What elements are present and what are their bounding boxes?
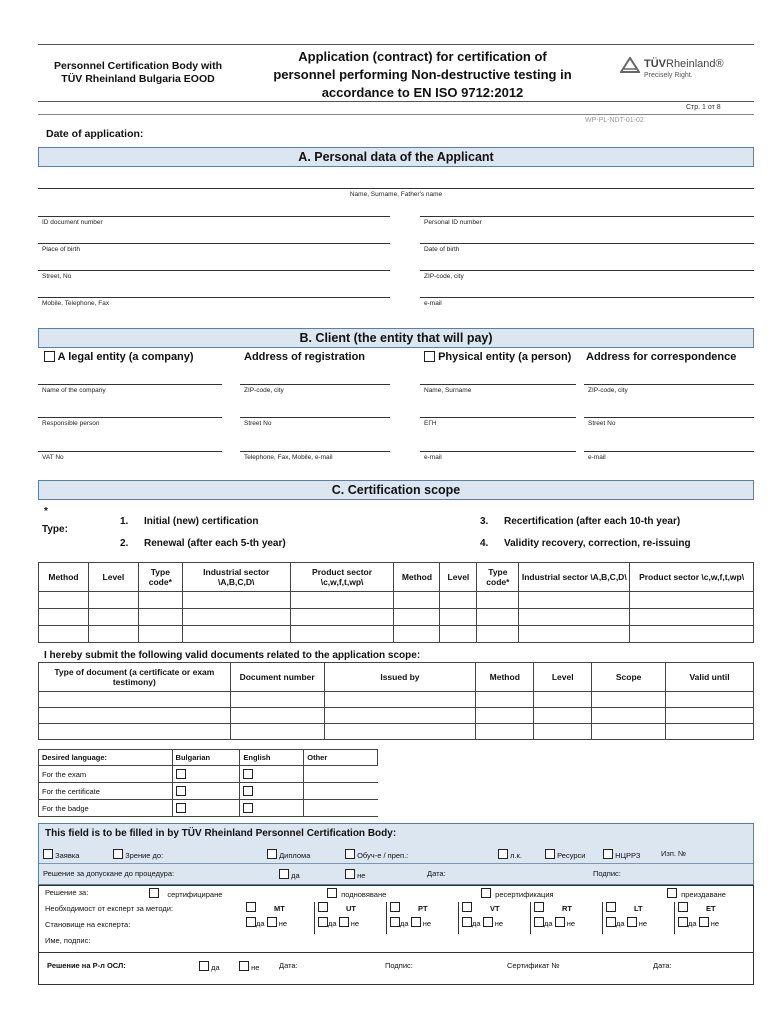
expert-opinion-label: Становище на експерта: [45,920,131,929]
col-doc-level: Level [534,663,592,692]
col-level-2: Level [440,563,477,592]
street-label: Street, No [42,273,72,280]
col-level: Level [88,563,138,592]
ut-no-checkbox[interactable] [339,917,349,927]
table-row[interactable] [39,692,754,708]
renewal-checkbox[interactable] [327,888,337,898]
section-c-title: C. Certification scope [38,480,754,500]
lang-bulgarian: Bulgarian [172,750,240,766]
date-of-application-label: Date of application: [46,128,144,140]
corr-email-field[interactable] [584,451,754,452]
person-email-label: e-mail [424,454,442,461]
company-street-field[interactable] [240,417,390,418]
phone-field[interactable] [38,297,390,298]
responsible-person-label: Responsible person [42,420,100,427]
lt-yes-checkbox[interactable] [606,917,616,927]
rt-checkbox[interactable] [534,902,544,912]
method-rt: RT да не [531,902,603,934]
table-row[interactable] [39,609,754,626]
admission-date-label: Дата: [427,869,446,878]
admission-label: Решение за допускане до процедура: [43,869,175,878]
certificate-date-label: Дата: [653,961,672,970]
type-option-2[interactable]: Renewal (after each 5-th year) [144,538,286,549]
place-of-birth-label: Place of birth [42,246,80,253]
company-contacts-field[interactable] [240,451,390,452]
table-row[interactable] [39,724,754,740]
date-of-birth-label: Date of birth [424,246,460,253]
col-valid-until: Valid until [666,663,754,692]
pt-yes-checkbox[interactable] [390,917,400,927]
lang-other: Other [304,750,378,766]
admission-yes-checkbox[interactable] [279,869,289,879]
type-option-4-num: 4. [480,538,489,549]
col-type-code: Type code* [138,563,182,592]
head-signature-label: Подпис: [385,961,413,970]
street-field[interactable] [38,270,390,271]
resources-label: Ресурси [557,851,586,860]
company-name-field[interactable] [38,384,222,385]
col-method-2: Method [394,563,440,592]
zip-field[interactable] [420,270,754,271]
company-name-label: Name of the company [42,387,106,394]
certificate-english-checkbox[interactable] [243,786,253,796]
admission-no-checkbox[interactable] [345,869,355,879]
diploma-label: Диплома [279,851,311,860]
physical-entity-option[interactable]: Physical entity (a person) [424,351,571,363]
scope-header-row [39,563,754,592]
et-yes-checkbox[interactable] [678,917,688,927]
company-street-label: Street No [244,420,272,427]
phone-label: Mobile, Telephone, Fax [42,300,110,307]
col-document-number: Document number [230,663,324,692]
page-number: Стр. 1 от 8 [686,104,721,111]
col-document-type: Type of document (a certificate or exam testimony) [39,663,231,692]
method-lt: LT да не [603,902,675,934]
address-registration-heading: Address of registration [244,351,366,363]
type-option-4[interactable]: Validity recovery, correction, re-issuing [504,538,691,549]
badge-bulgarian-checkbox[interactable] [176,803,186,813]
language-table [38,749,378,817]
type-option-2-num: 2. [120,538,129,549]
badge-other-field[interactable] [304,800,378,817]
date-of-birth-field[interactable] [420,243,754,244]
type-label: Type: [42,524,68,535]
mt-yes-checkbox[interactable] [246,917,256,927]
lang-row-badge: For the badge [39,800,173,817]
exam-other-field[interactable] [304,766,378,783]
zip-label: ZIP-code, city [424,273,464,280]
diploma-checkbox[interactable] [267,849,277,859]
resources-checkbox[interactable] [545,849,555,859]
ut-yes-checkbox[interactable] [318,917,328,927]
table-row[interactable] [39,626,754,643]
rt-yes-checkbox[interactable] [534,917,544,927]
egn-field[interactable] [420,417,576,418]
admission-signature-label: Подпис: [593,869,621,878]
et-checkbox[interactable] [678,902,688,912]
legal-entity-checkbox[interactable] [44,351,55,362]
desired-language-label: Desired language: [39,750,173,766]
table-row[interactable] [39,592,754,609]
vision-label: Зрение до: [125,851,164,860]
org-name: Personnel Certification Body with TÜV Rheinland Bulgaria EOOD [53,60,223,85]
documents-table [38,662,754,740]
lang-english: English [240,750,304,766]
company-zip-label: ZIP-code, city [244,387,284,394]
id-document-label: ID document number [42,219,103,226]
badge-english-checkbox[interactable] [243,803,253,813]
certificate-other-field[interactable] [304,783,378,800]
exam-bulgarian-checkbox[interactable] [176,769,186,779]
document-title: Application (contract) for certification of personnel performing Non-destructive testing in accordance to EN ISO 9712:2012 [273,49,572,100]
company-contacts-label: Telephone, Fax, Mobile, e-mail [244,454,333,461]
vt-yes-checkbox[interactable] [462,917,472,927]
section-b-title: B. Client (the entity that will pay) [38,328,754,348]
mt-checkbox[interactable] [246,902,256,912]
et-no-checkbox[interactable] [699,917,709,927]
training-checkbox[interactable] [345,849,355,859]
office-use-box: This field is to be filled in by TÜV Rheinland Personnel Certification Body: Заявка Зрение до: Диплома Обуч-е / преп.: л.к. Ресурси НЦРРЗ Изп. № Решение за допускане до процедура: да не Дата: Подпис: [38,823,754,885]
col-doc-method: Method [476,663,534,692]
address-correspondence-heading: Address for correspondence [586,351,737,363]
vision-checkbox[interactable] [113,849,123,859]
pt-no-checkbox[interactable] [411,917,421,927]
section-a-title: A. Personal data of the Applicant [38,147,754,167]
mt-no-checkbox[interactable] [267,917,277,927]
table-row[interactable] [39,708,754,724]
exam-english-checkbox[interactable] [243,769,253,779]
col-issued-by: Issued by [324,663,476,692]
email-label: e-mail [424,300,442,307]
col-method: Method [39,563,89,592]
vat-field[interactable] [38,451,222,452]
method-mt: MT да не [243,902,315,934]
egn-label: ЕГН [424,420,437,427]
doc-code: WP-PL-NDT-01-02 [585,117,644,124]
col-product-sector-2: Product sector \c,w,f,t,wp\ [630,563,754,592]
head-date-label: Дата: [279,961,298,970]
head-yes-checkbox[interactable] [199,961,209,971]
person-street-label: Street No [588,420,616,427]
type-asterisk: * [44,506,48,517]
method-ut: UT да не [315,902,387,934]
id-document-field[interactable] [38,216,390,217]
lang-row-certificate: For the certificate [39,783,173,800]
col-industrial-sector: Industrial sector \A,B,C,D\ [182,563,290,592]
physical-entity-checkbox[interactable] [424,351,435,362]
type-option-3[interactable]: Recertification (after each 10-th year) [504,516,681,527]
tuv-logo: TÜVRheinland® Precisely Right. [620,55,740,89]
type-option-1[interactable]: Initial (new) certification [144,516,259,527]
training-label: Обуч-е / преп.: [357,851,409,860]
col-product-sector: Product sector \c,w,f,t,wp\ [290,563,394,592]
personal-id-field[interactable] [420,216,754,217]
person-name-field[interactable] [420,384,576,385]
vt-no-checkbox[interactable] [483,917,493,927]
col-type-code-2: Type code* [477,563,519,592]
name-label: Name, Surname, Father's name [349,191,443,198]
nccrz-label: НЦРРЗ [615,851,641,860]
need-expert-label: Необходимост от експерт за методи: [45,904,173,913]
lk-checkbox[interactable] [498,849,508,859]
type-option-1-num: 1. [120,516,129,527]
responsible-person-field[interactable] [38,417,222,418]
certify-checkbox[interactable] [149,888,159,898]
documents-intro: I hereby submit the following valid documents related to the application scope: [44,650,421,661]
documents-header-row [39,663,754,692]
person-street-field[interactable] [584,417,754,418]
person-email-field[interactable] [420,451,576,452]
certificate-number-label: Сертификат № [507,961,560,970]
col-scope: Scope [592,663,666,692]
lk-label: л.к. [510,851,522,860]
lt-checkbox[interactable] [606,902,616,912]
nccrz-checkbox[interactable] [603,849,613,859]
person-zip-label: ZIP-code, city [588,387,628,394]
lang-row-exam: For the exam [39,766,173,783]
recert-checkbox[interactable] [481,888,491,898]
office-title: This field is to be filled in by TÜV Rheinland Personnel Certification Body: [45,828,397,839]
tuv-triangle-icon [620,57,640,73]
lt-no-checkbox[interactable] [627,917,637,927]
ref-no-label: Изп. № [661,849,687,858]
reissue-checkbox[interactable] [667,888,677,898]
col-industrial-sector-2: Industrial sector \A,B,C,D\ [519,563,630,592]
vt-checkbox[interactable] [462,902,472,912]
office-row-1: Заявка [43,849,79,860]
legal-entity-option[interactable]: A legal entity (a company) [44,351,194,363]
vat-label: VAT No [42,454,64,461]
scope-table [38,562,754,643]
name-sign-label: Име, подпис: [45,936,91,945]
head-decision-label: Решение на Р-л ОСЛ: [47,961,126,970]
personal-id-label: Personal ID number [424,219,482,226]
ut-checkbox[interactable] [318,902,328,912]
rt-no-checkbox[interactable] [555,917,565,927]
method-et: ET да не [675,902,747,934]
corr-email-label: e-mail [588,454,606,461]
company-zip-field[interactable] [240,384,390,385]
name-field[interactable] [38,188,754,189]
application-checkbox[interactable] [43,849,53,859]
method-vt: VT да не [459,902,531,934]
type-option-3-num: 3. [480,516,489,527]
decision-for-label: Решение за: [45,888,89,897]
certificate-bulgarian-checkbox[interactable] [176,786,186,796]
method-pt: PT да не [387,902,459,934]
place-of-birth-field[interactable] [38,243,390,244]
person-zip-field[interactable] [584,384,754,385]
email-field[interactable] [420,297,754,298]
person-name-label: Name, Surname [424,387,472,394]
head-no-checkbox[interactable] [239,961,249,971]
decision-box: Решение за: сертифициране подновяване ресертификация преиздаване Необходимост от експерт за методи: Становище на експерта: Име, подпис: MT да не UT да не PT да не VT да не RT да не LT да не ET да не Решение на Р-л ОСЛ: да не Дата: Подпис: Сертификат № Дата: [38,885,754,985]
pt-checkbox[interactable] [390,902,400,912]
